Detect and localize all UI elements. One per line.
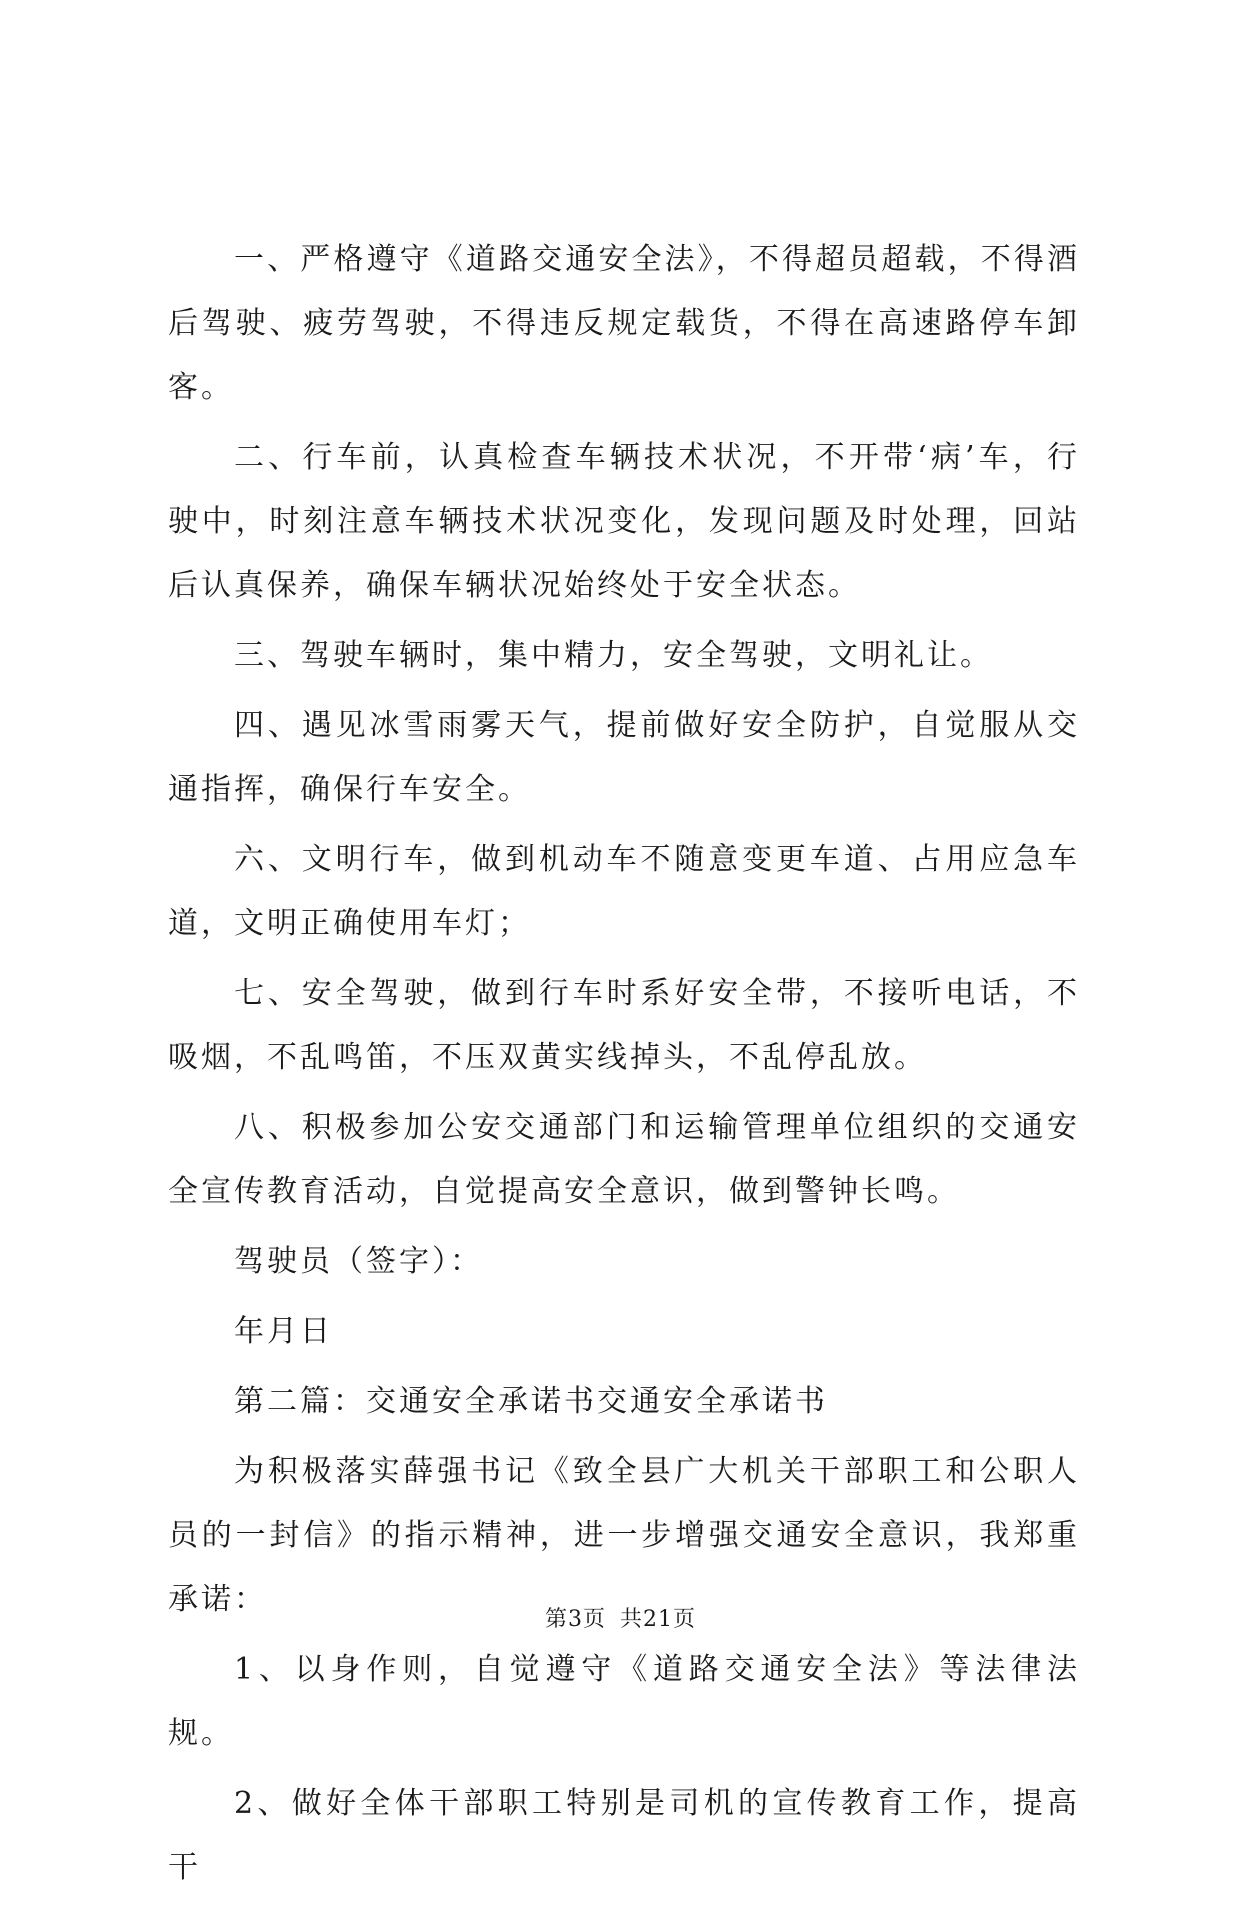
section-heading: 第二篇：交通安全承诺书交通安全承诺书 (234, 1384, 828, 1419)
paragraph-rule-1: 一、严格遵守《道路交通安全法》，不得超员超载，不得酒后驾驶、疲劳驾驶，不得违反规定载货，不得在高速路停车卸客。 (168, 242, 1080, 405)
paragraph-rule-4: 四、遇见冰雪雨雾天气，提前做好安全防护，自觉服从交通指挥，确保行车安全。 (168, 708, 1080, 807)
signature-line: 驾驶员（签字）： (234, 1244, 483, 1279)
document-body (168, 228, 1080, 1906)
page-number-total: 共21页 (620, 1607, 696, 1632)
paragraph-intro: 为积极落实薛强书记《致全县广大机关干部职工和公职人员的一封信》的指示精神，进一步增强交通安全意识，我郑重承诺： (168, 1454, 1080, 1617)
paragraph-pledge-2: 2、做好全体干部职工特别是司机的宣传教育工作，提高干 (168, 1786, 1080, 1885)
paragraph-rule-3: 三、驾驶车辆时，集中精力，安全驾驶，文明礼让。 (234, 638, 993, 673)
page-number-current: 第3页 (545, 1607, 606, 1632)
paragraph-rule-8: 八、积极参加公安交通部门和运输管理单位组织的交通安全宣传教育活动，自觉提高安全意识，做到警钟长鸣。 (168, 1110, 1080, 1209)
paragraph-rule-2: 二、行车前，认真检查车辆技术状况，不开带‘病’车，行驶中，时刻注意车辆技术状况变化，发现问题及时处理，回站后认真保养，确保车辆状况始终处于安全状态。 (168, 440, 1080, 603)
paragraph-pledge-1: 1、以身作则，自觉遵守《道路交通安全法》等法律法规。 (168, 1652, 1080, 1751)
paragraph-rule-6: 六、文明行车，做到机动车不随意变更车道、占用应急车道，文明正确使用车灯； (168, 842, 1080, 941)
page-footer (0, 1602, 1241, 1633)
paragraph-rule-7: 七、安全驾驶，做到行车时系好安全带，不接听电话，不吸烟，不乱鸣笛，不压双黄实线掉头，不乱停乱放。 (168, 976, 1080, 1075)
date-line: 年月日 (234, 1314, 333, 1349)
